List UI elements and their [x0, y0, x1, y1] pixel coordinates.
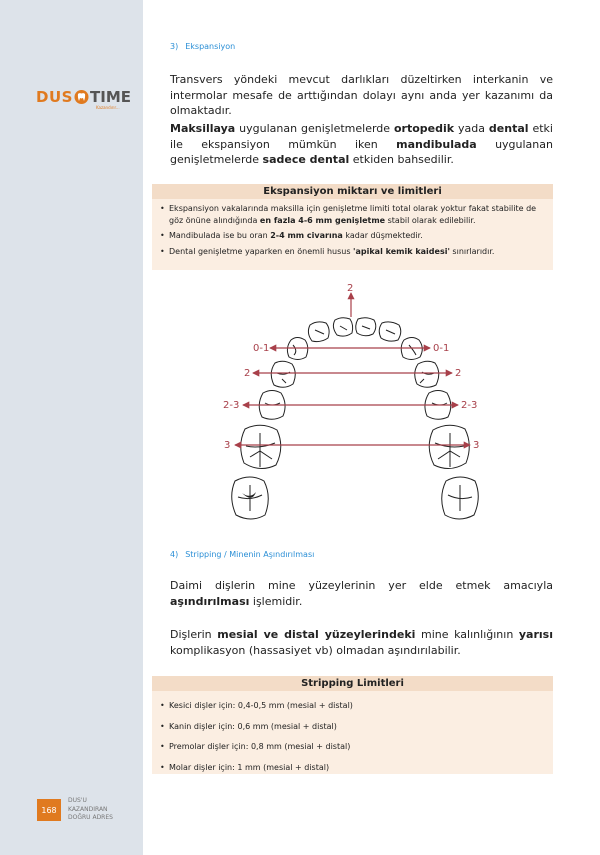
arrow-label: 2-3 [461, 400, 478, 411]
section-heading-stripping [170, 550, 314, 559]
publisher-line: DUS'U [68, 797, 87, 804]
tooth-groove [293, 345, 416, 355]
paragraph: Transvers yöndeki mevcut darlıkları düzeltirken interkanin ve intermolar mesafe de arttığından dolayı aynı anda yer kazanımı da olmaktadır. [170, 73, 553, 117]
box-list [152, 700, 553, 773]
sidebar [0, 0, 143, 855]
section-title: Stripping / Minenin Aşındırılması [185, 550, 315, 559]
tooth-groove [315, 326, 395, 334]
list-item: • Mandibulada ise bu oran 2-4 mm civarına kadar düşmektedir. [160, 230, 547, 242]
box-list [152, 203, 553, 257]
arrow-label: 0-1 [433, 343, 450, 354]
arrow-label: 2-3 [223, 400, 240, 411]
arrow-label: 0-1 [253, 343, 270, 354]
list-item: • Kanin dişler için: 0,6 mm (mesial + distal) [160, 721, 547, 733]
arrow-label: 2 [455, 368, 462, 379]
section-number: 4) [170, 550, 179, 559]
arrow-label: 2 [347, 283, 354, 294]
logo-slogan: Kazandırır... [96, 105, 120, 110]
logo-text-dus: DUS [36, 88, 73, 106]
publisher-line: KAZANDIRAN [68, 805, 108, 813]
tooth-groove [277, 372, 434, 383]
publisher-line: DOĞRU ADRES [68, 814, 113, 821]
box-title: Stripping Limitleri [152, 676, 553, 691]
section-title: Ekspansiyon [185, 42, 236, 51]
brand-logo [36, 88, 131, 118]
page-number: 168 [37, 799, 61, 821]
dental-arch-diagram [220, 283, 490, 528]
arrow-label: 3 [473, 440, 480, 451]
info-box-expansion-limits [152, 184, 553, 270]
paragraph: Dişlerin mesial ve distal yüzeylerindeki mine kalınlığının yarısı komplikasyon (hassasiyet vb) olmadan aşındırılabilir. [170, 628, 553, 657]
tooth-shape [356, 318, 376, 336]
list-item: • Premolar dişler için: 0,8 mm (mesial + distal) [160, 741, 547, 753]
list-item: • Kesici dişler için: 0,4-0,5 mm (mesial + distal) [160, 700, 547, 712]
section-heading-expansion [170, 42, 235, 51]
tooth-groove [246, 433, 464, 467]
arrow-label: 2 [244, 368, 251, 379]
paragraph: Daimi dişlerin mine yüzeylerinin yer elde etmek amacıyla aşındırılması işlemidir. [170, 579, 553, 608]
box-title: Ekspansiyon miktarı ve limitleri [152, 184, 553, 199]
list-item: • Ekspansiyon vakalarında maksilla için genişletme limiti total olarak yoktur fakat stabilite de göz önüne alındığında en fazla 4-6 mm genişletme stabil olarak edilebilir. [160, 203, 547, 226]
tooth-fill [242, 492, 256, 498]
logo-text-time: TIME [90, 88, 131, 106]
info-box-stripping-limits [152, 676, 553, 774]
publisher-text [68, 797, 113, 823]
section-number: 3) [170, 42, 179, 51]
tooth-groove [238, 485, 472, 511]
expansion-arrows [235, 293, 470, 445]
tooth-shape [333, 318, 352, 336]
paragraph: Maksillaya uygulanan genişletmelerde ortopedik yada dental etki ile ekspansiyon mümkün iken mandibulada uygulanan genişletmelerde sadece dental etkiden bahsedilir. [170, 122, 553, 166]
list-item: • Molar dişler için: 1 mm (mesial + distal) [160, 762, 547, 774]
tooth-logo-icon [74, 89, 89, 105]
arrow-label: 3 [224, 440, 231, 451]
list-item: • Dental genişletme yaparken en önemli husus 'apikal kemik kaidesi' sınırlarıdır. [160, 246, 547, 258]
